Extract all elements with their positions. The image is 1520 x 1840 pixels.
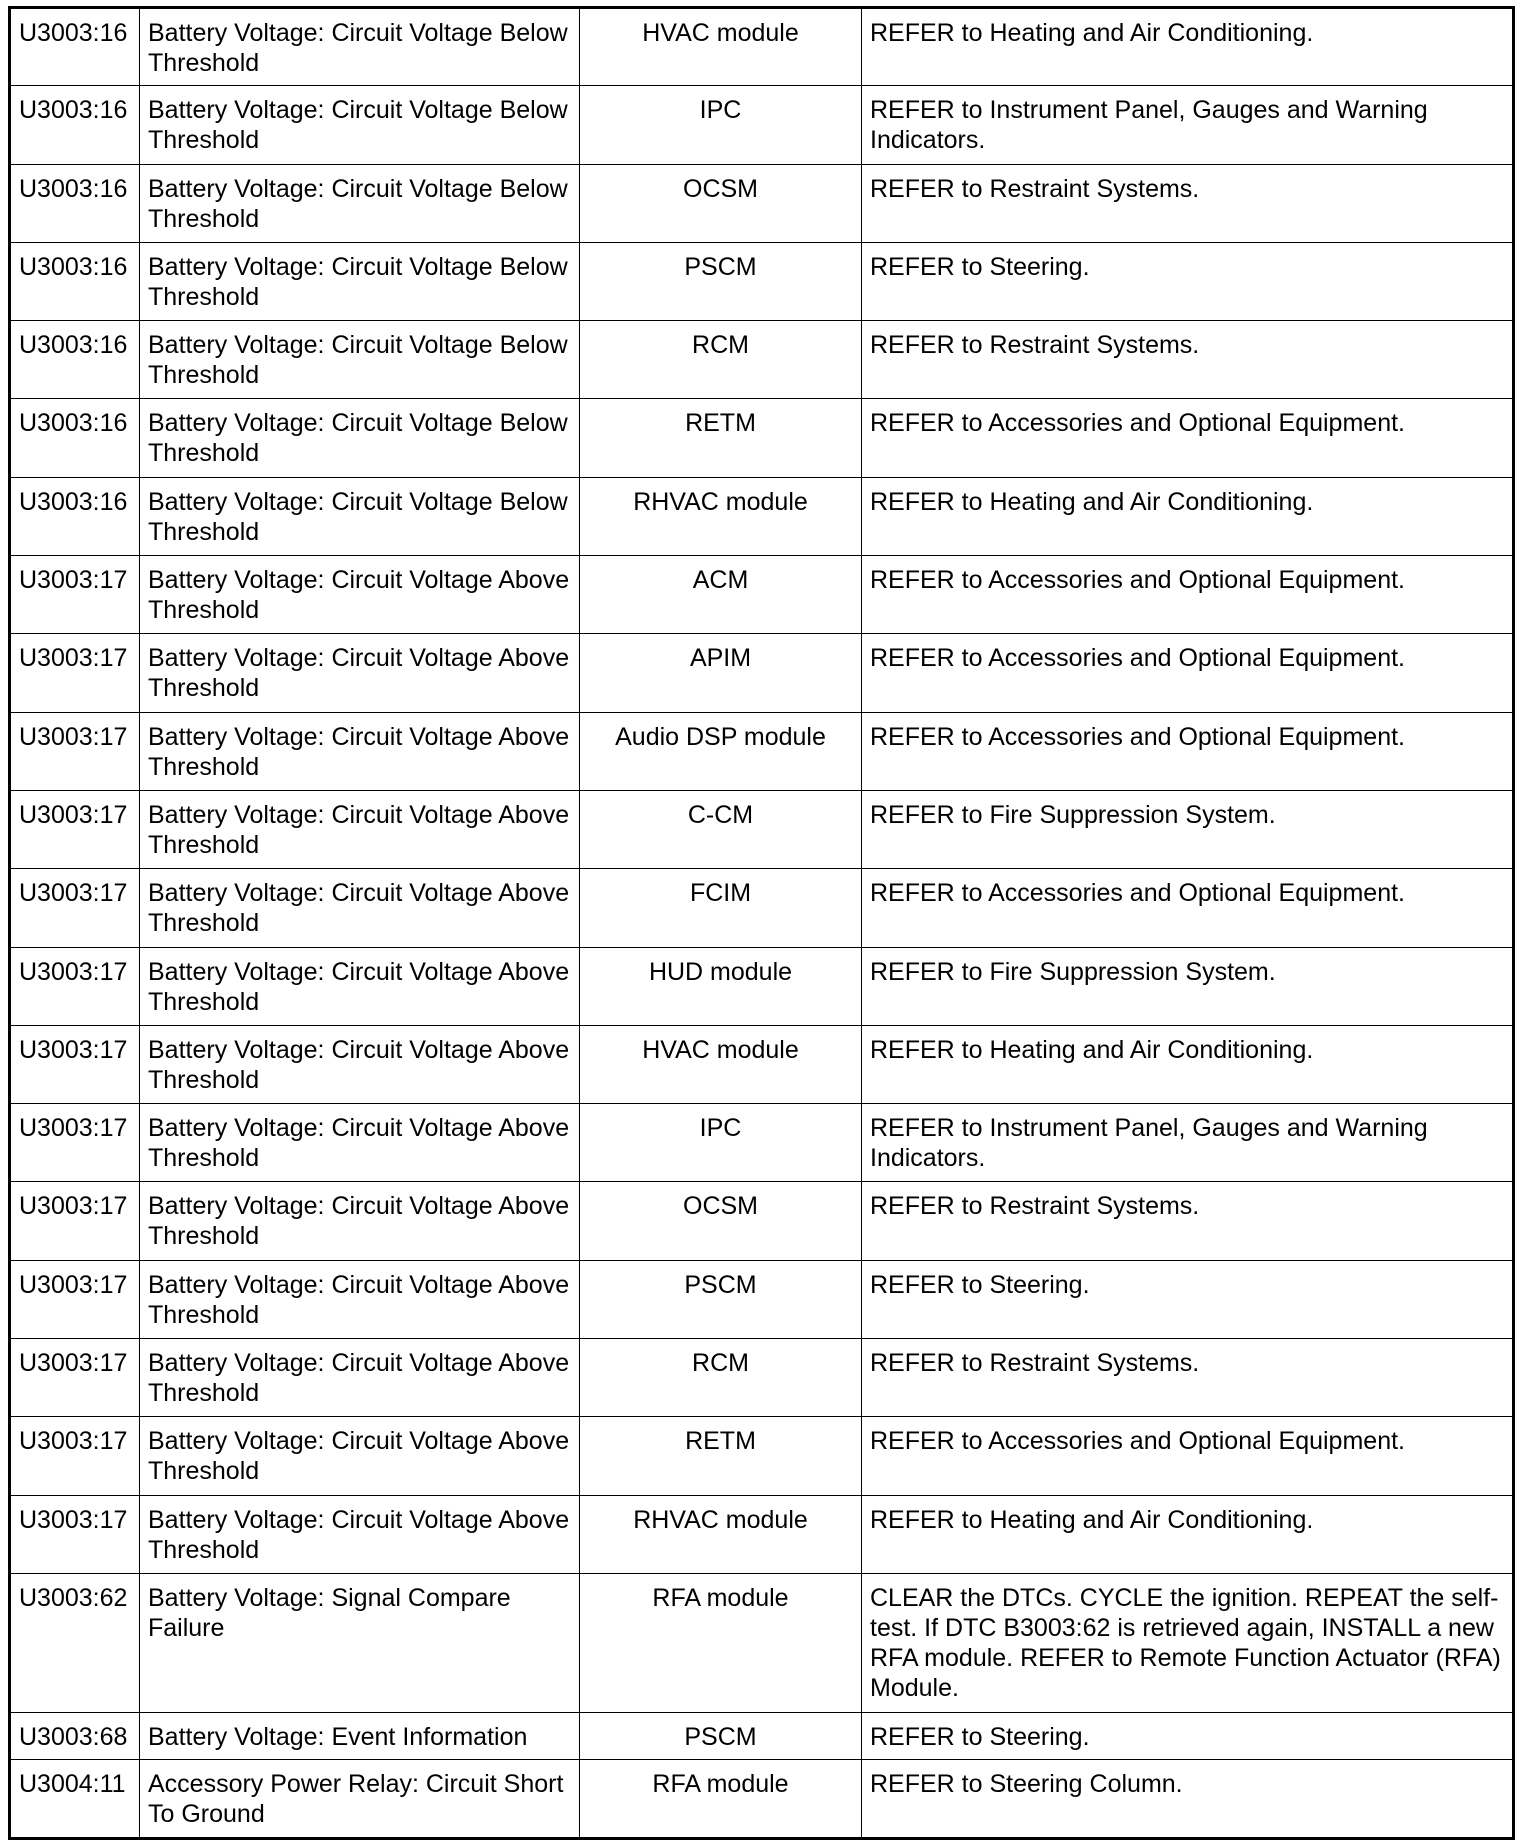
module-cell: HVAC module <box>580 8 862 86</box>
dtc-description-cell: Battery Voltage: Circuit Voltage Above Threshold <box>140 790 580 868</box>
dtc-description-cell: Battery Voltage: Circuit Voltage Above Threshold <box>140 712 580 790</box>
dtc-code-cell: U3003:17 <box>10 1417 140 1495</box>
module-cell: PSCM <box>580 1712 862 1760</box>
dtc-code-cell: U3003:16 <box>10 242 140 320</box>
table-row <box>10 1025 1514 1103</box>
dtc-description-cell: Battery Voltage: Circuit Voltage Above Threshold <box>140 1104 580 1182</box>
action-cell: REFER to Restraint Systems. <box>862 1182 1514 1260</box>
table-row <box>10 1573 1514 1712</box>
module-cell: RFA module <box>580 1760 862 1838</box>
dtc-description-cell: Battery Voltage: Circuit Voltage Below Threshold <box>140 242 580 320</box>
dtc-description-cell: Battery Voltage: Signal Compare Failure <box>140 1573 580 1712</box>
module-cell: APIM <box>580 634 862 712</box>
dtc-description-cell: Battery Voltage: Circuit Voltage Below Threshold <box>140 164 580 242</box>
table-row <box>10 1260 1514 1338</box>
table-row <box>10 634 1514 712</box>
dtc-code-cell: U3003:17 <box>10 1104 140 1182</box>
action-cell: REFER to Restraint Systems. <box>862 164 1514 242</box>
action-cell: REFER to Accessories and Optional Equipment. <box>862 869 1514 947</box>
module-cell: IPC <box>580 1104 862 1182</box>
module-cell: RETM <box>580 1417 862 1495</box>
dtc-code-cell: U3003:62 <box>10 1573 140 1712</box>
dtc-code-cell: U3003:17 <box>10 1495 140 1573</box>
dtc-description-cell: Battery Voltage: Circuit Voltage Below Threshold <box>140 477 580 555</box>
table-row <box>10 947 1514 1025</box>
action-cell: REFER to Fire Suppression System. <box>862 947 1514 1025</box>
module-cell: RCM <box>580 321 862 399</box>
dtc-code-cell: U3003:16 <box>10 8 140 86</box>
action-cell: REFER to Heating and Air Conditioning. <box>862 8 1514 86</box>
module-cell: OCSM <box>580 164 862 242</box>
action-cell: REFER to Restraint Systems. <box>862 321 1514 399</box>
action-cell: REFER to Steering Column. <box>862 1760 1514 1838</box>
table-row <box>10 1417 1514 1495</box>
dtc-code-cell: U3003:17 <box>10 634 140 712</box>
action-cell: CLEAR the DTCs. CYCLE the ignition. REPEAT the self-test. If DTC B3003:62 is retrieved again, INSTALL a new RFA module. REFER to Remote Function Actuator (RFA) Module. <box>862 1573 1514 1712</box>
dtc-description-cell: Battery Voltage: Circuit Voltage Above Threshold <box>140 1260 580 1338</box>
module-cell: RHVAC module <box>580 1495 862 1573</box>
action-cell: REFER to Instrument Panel, Gauges and Warning Indicators. <box>862 1104 1514 1182</box>
dtc-code-cell: U3003:16 <box>10 86 140 164</box>
table-row <box>10 242 1514 320</box>
table-row <box>10 399 1514 477</box>
dtc-description-cell: Battery Voltage: Circuit Voltage Below Threshold <box>140 321 580 399</box>
dtc-code-cell: U3003:17 <box>10 1182 140 1260</box>
action-cell: REFER to Accessories and Optional Equipment. <box>862 634 1514 712</box>
dtc-code-cell: U3003:17 <box>10 947 140 1025</box>
dtc-description-cell: Battery Voltage: Circuit Voltage Below Threshold <box>140 399 580 477</box>
dtc-code-cell: U3003:16 <box>10 399 140 477</box>
module-cell: OCSM <box>580 1182 862 1260</box>
dtc-description-cell: Battery Voltage: Circuit Voltage Above Threshold <box>140 1025 580 1103</box>
module-cell: RFA module <box>580 1573 862 1712</box>
table-row <box>10 790 1514 868</box>
table-row <box>10 712 1514 790</box>
action-cell: REFER to Accessories and Optional Equipment. <box>862 399 1514 477</box>
table-row <box>10 86 1514 164</box>
table-row <box>10 321 1514 399</box>
table-row <box>10 8 1514 86</box>
dtc-code-cell: U3004:11 <box>10 1760 140 1838</box>
dtc-description-cell: Battery Voltage: Circuit Voltage Above Threshold <box>140 1417 580 1495</box>
table-row <box>10 164 1514 242</box>
dtc-code-cell: U3003:17 <box>10 1025 140 1103</box>
action-cell: REFER to Steering. <box>862 1260 1514 1338</box>
dtc-code-cell: U3003:16 <box>10 164 140 242</box>
dtc-description-cell: Battery Voltage: Circuit Voltage Above Threshold <box>140 556 580 634</box>
module-cell: PSCM <box>580 242 862 320</box>
dtc-description-cell: Battery Voltage: Circuit Voltage Above Threshold <box>140 947 580 1025</box>
action-cell: REFER to Heating and Air Conditioning. <box>862 477 1514 555</box>
dtc-description-cell: Accessory Power Relay: Circuit Short To Ground <box>140 1760 580 1838</box>
dtc-code-cell: U3003:17 <box>10 869 140 947</box>
table-row <box>10 1182 1514 1260</box>
dtc-table <box>8 6 1515 1840</box>
table-row <box>10 556 1514 634</box>
module-cell: IPC <box>580 86 862 164</box>
action-cell: REFER to Accessories and Optional Equipment. <box>862 556 1514 634</box>
action-cell: REFER to Instrument Panel, Gauges and Warning Indicators. <box>862 86 1514 164</box>
action-cell: REFER to Restraint Systems. <box>862 1339 1514 1417</box>
module-cell: Audio DSP module <box>580 712 862 790</box>
table-row <box>10 1104 1514 1182</box>
action-cell: REFER to Steering. <box>862 1712 1514 1760</box>
action-cell: REFER to Heating and Air Conditioning. <box>862 1495 1514 1573</box>
dtc-code-cell: U3003:68 <box>10 1712 140 1760</box>
dtc-code-cell: U3003:16 <box>10 321 140 399</box>
table-row <box>10 1495 1514 1573</box>
table-row <box>10 869 1514 947</box>
dtc-description-cell: Battery Voltage: Circuit Voltage Below Threshold <box>140 86 580 164</box>
table-row <box>10 1339 1514 1417</box>
dtc-description-cell: Battery Voltage: Circuit Voltage Below Threshold <box>140 8 580 86</box>
module-cell: RCM <box>580 1339 862 1417</box>
action-cell: REFER to Accessories and Optional Equipment. <box>862 1417 1514 1495</box>
action-cell: REFER to Steering. <box>862 242 1514 320</box>
table-row <box>10 1760 1514 1838</box>
dtc-description-cell: Battery Voltage: Circuit Voltage Above Threshold <box>140 1182 580 1260</box>
dtc-table-body <box>10 8 1514 1839</box>
dtc-description-cell: Battery Voltage: Circuit Voltage Above Threshold <box>140 869 580 947</box>
module-cell: HUD module <box>580 947 862 1025</box>
dtc-description-cell: Battery Voltage: Circuit Voltage Above Threshold <box>140 1495 580 1573</box>
dtc-description-cell: Battery Voltage: Circuit Voltage Above Threshold <box>140 634 580 712</box>
dtc-code-cell: U3003:17 <box>10 712 140 790</box>
module-cell: C-CM <box>580 790 862 868</box>
module-cell: RETM <box>580 399 862 477</box>
action-cell: REFER to Accessories and Optional Equipment. <box>862 712 1514 790</box>
module-cell: ACM <box>580 556 862 634</box>
module-cell: FCIM <box>580 869 862 947</box>
module-cell: PSCM <box>580 1260 862 1338</box>
action-cell: REFER to Fire Suppression System. <box>862 790 1514 868</box>
dtc-code-cell: U3003:16 <box>10 477 140 555</box>
table-row <box>10 1712 1514 1760</box>
dtc-description-cell: Battery Voltage: Event Information <box>140 1712 580 1760</box>
dtc-code-cell: U3003:17 <box>10 1260 140 1338</box>
dtc-code-cell: U3003:17 <box>10 1339 140 1417</box>
dtc-code-cell: U3003:17 <box>10 790 140 868</box>
action-cell: REFER to Heating and Air Conditioning. <box>862 1025 1514 1103</box>
module-cell: HVAC module <box>580 1025 862 1103</box>
module-cell: RHVAC module <box>580 477 862 555</box>
table-row <box>10 477 1514 555</box>
dtc-description-cell: Battery Voltage: Circuit Voltage Above Threshold <box>140 1339 580 1417</box>
dtc-code-cell: U3003:17 <box>10 556 140 634</box>
